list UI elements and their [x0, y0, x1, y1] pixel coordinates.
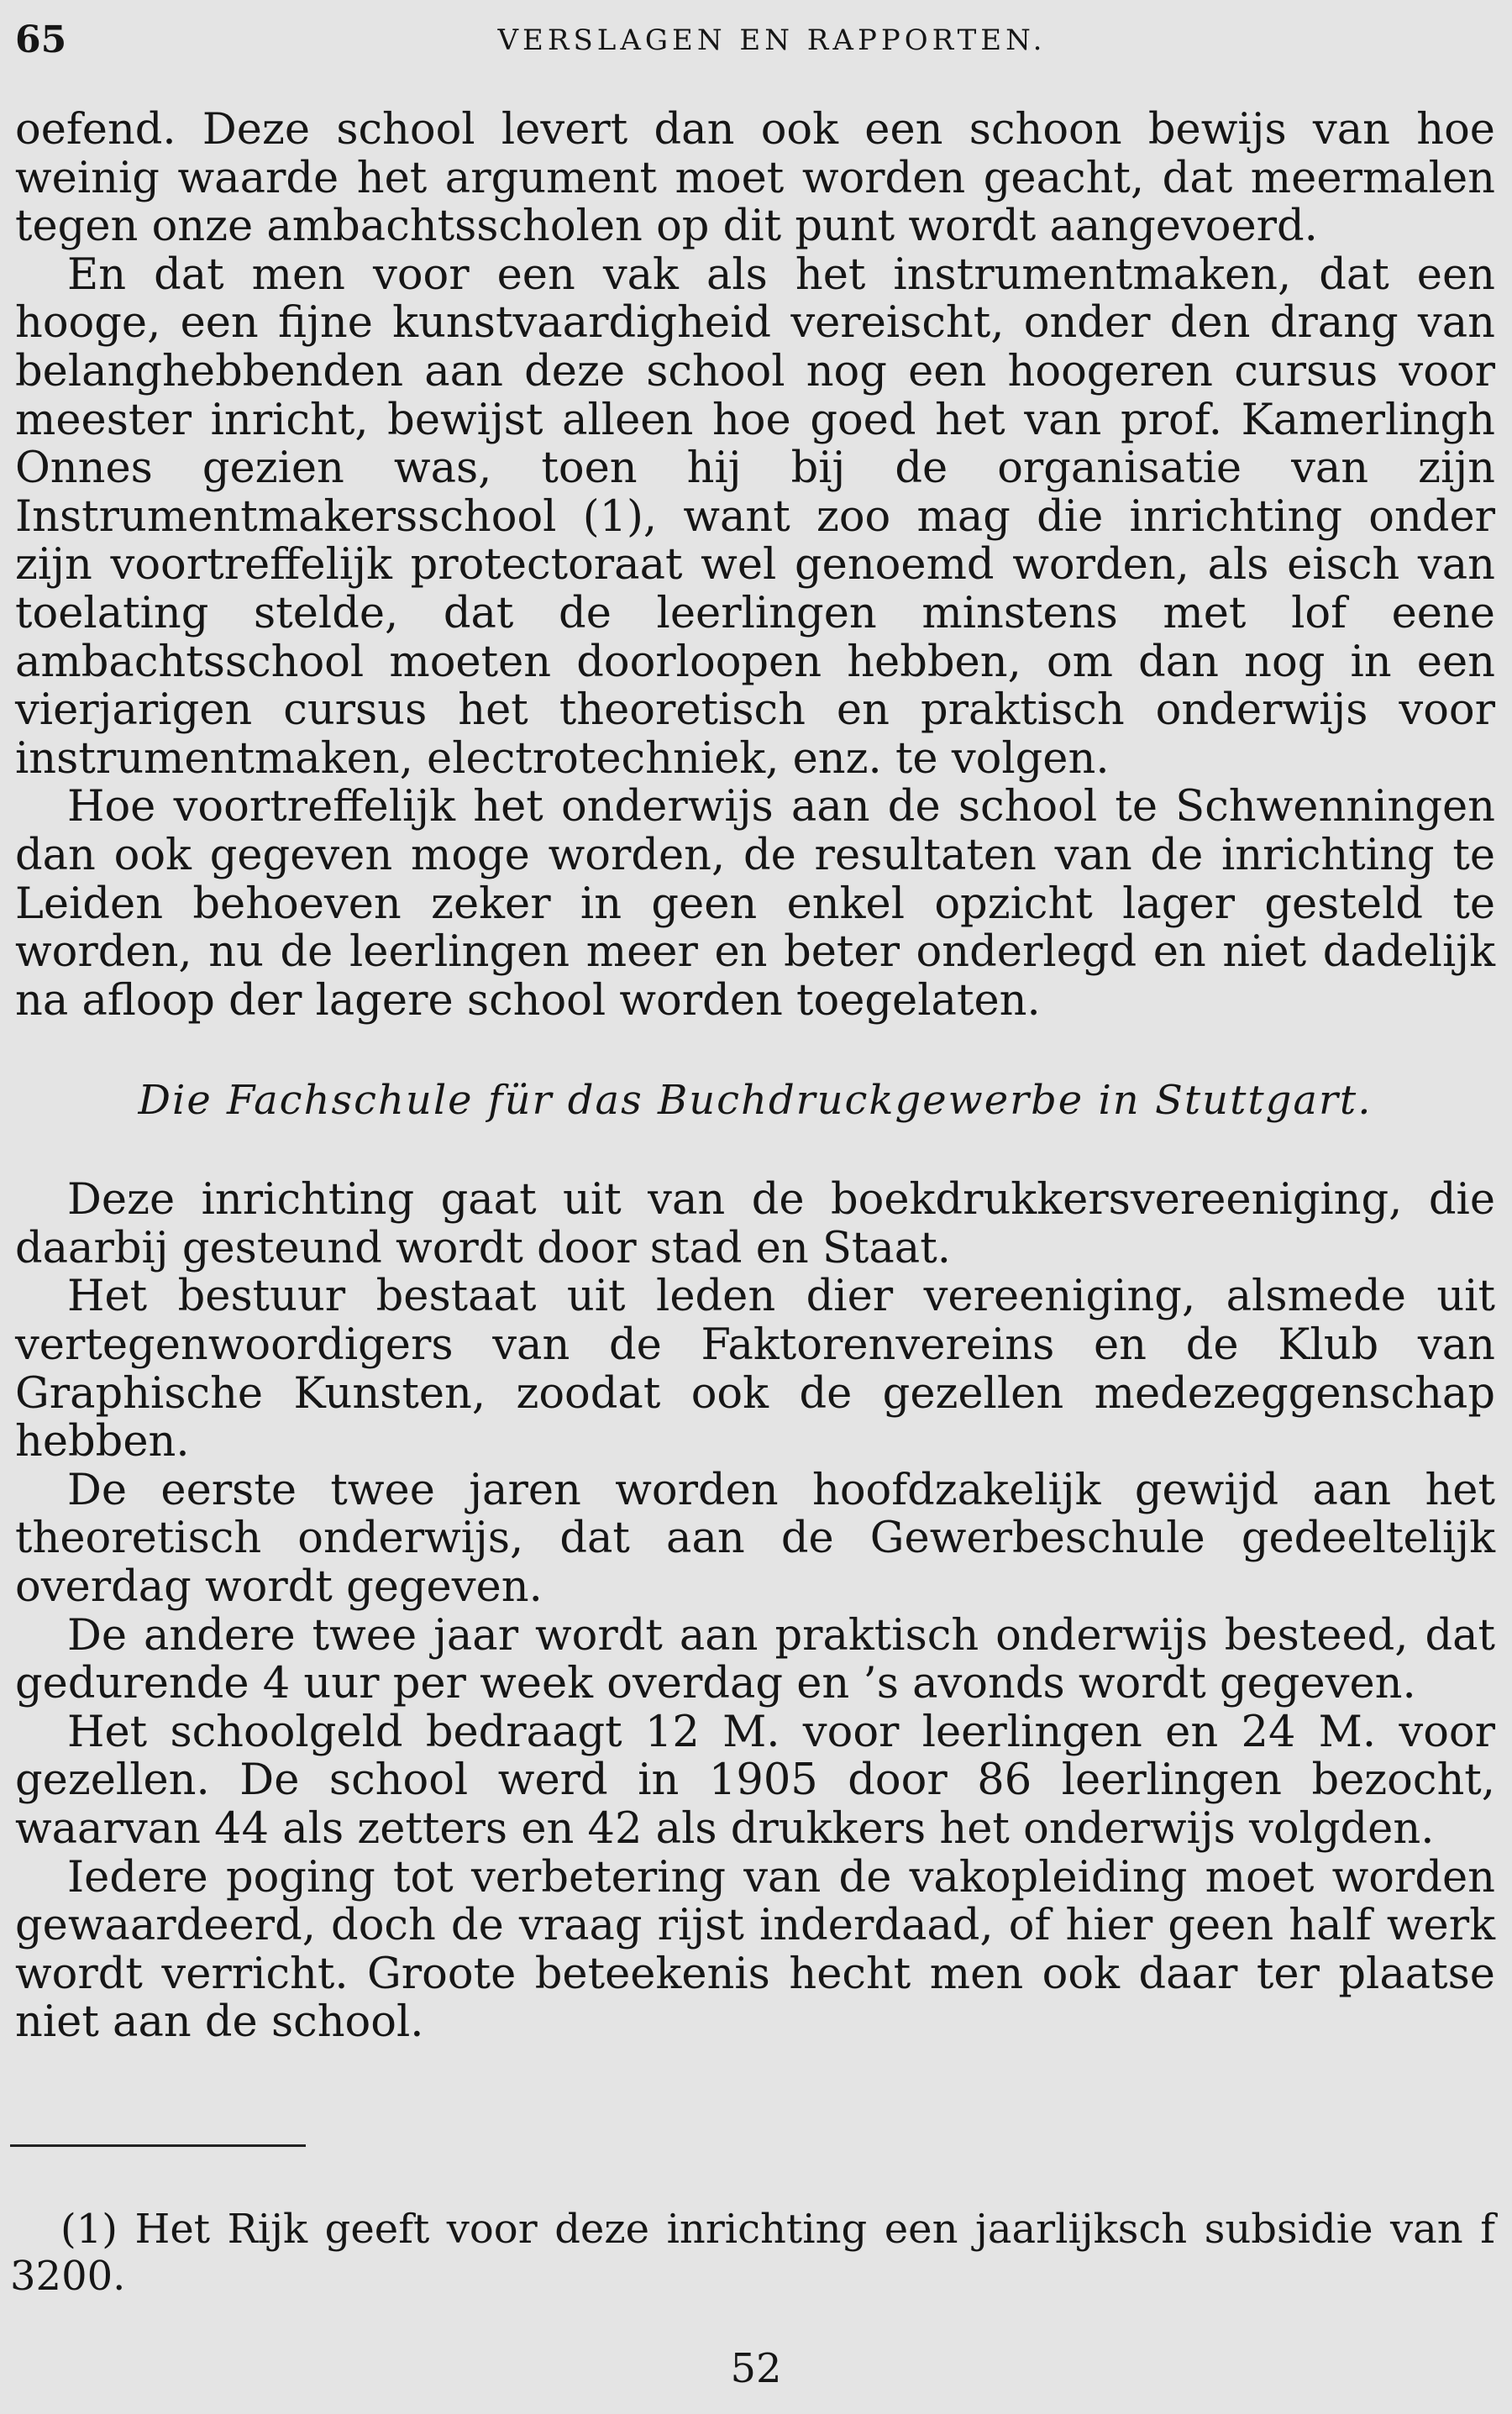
section-heading: Die Fachschule für das Buchdruckgewerbe in Stuttgart.	[138, 1077, 1373, 1125]
running-header	[15, 15, 1495, 66]
paragraph: De eerste twee jaren worden hoofdzakelijk gewijd aan het theoretisch onderwijs, dat aan de Gewerbeschule gedeeltelijk overdag wordt gegeven.	[15, 1465, 1495, 1613]
paragraph: Iedere poging tot verbetering van de vakopleiding moet worden gewaardeerd, doch de vraag rijst inderdaad, of hier geen half werk wordt verricht. Groote beteekenis hecht men ook daar ter plaatse niet aan de school.	[15, 1852, 1495, 2048]
paragraph: Het schoolgeld bedraagt 12 M. voor leerlingen en 24 M. voor gezellen. De school werd in 1905 door 86 leerlingen bezocht, waarvan 44 als zetters en 42 als drukkers het onderwijs volgden.	[15, 1707, 1495, 1854]
paragraph: oefend. Deze school levert dan ook een schoon bewijs van hoe weinig waarde het argument moet worden geacht, dat meermalen tegen onze ambachtsscholen op dit punt wordt aangevoerd.	[15, 105, 1495, 252]
folio-number: 65	[15, 18, 67, 61]
body-text	[15, 106, 1495, 2047]
paragraph: En dat men voor een vak als het instrumentmaken, dat een hooge, een fijne kunstvaardigheid vereischt, onder den drang van belanghebbenden aan deze school nog een hoogeren cursus voor meester inricht, bewijst alleen hoe goed het van prof. Kamerlingh Onnes gezien was, toen hij bij de organisatie van zijn Instrumentmakersschool (1), want zoo mag die inrichting onder zijn voortreffelijk protectoraat wel genoemd worden, als eisch van toelating stelde, dat de leerlingen minstens met lof eene ambachtsschool moeten doorloopen hebben, om dan nog in een vierjarigen cursus het theoretisch en praktisch onderwijs voor instrumentmaken, electrotechniek, enz. te volgen.	[15, 249, 1495, 784]
footnote: (1) Het Rijk geeft voor deze inrichting een jaarlijksch subsidie van f 3200.	[10, 2206, 1495, 2300]
paragraph: De andere twee jaar wordt aan praktisch onderwijs besteed, dat gedurende 4 uur per week overdag en ’s avonds wordt gegeven.	[15, 1610, 1495, 1709]
paragraph: Deze inrichting gaat uit van de boekdrukkersvereeniging, die daarbij gesteund wordt door stad en Staat.	[15, 1175, 1495, 1273]
paragraph: Het bestuur bestaat uit leden dier vereeniging, alsmede uit vertegenwoordigers van de Faktorenvereins en de Klub van Graphische Kunsten, zoodat ook de gezellen medezeggenschap hebben.	[15, 1272, 1495, 1467]
footnote-divider	[10, 2144, 306, 2147]
running-header-title: VERSLAGEN EN RAPPORTEN.	[497, 24, 1047, 57]
page-number: 52	[730, 2345, 782, 2392]
paragraph: Hoe voortreffelijk het onderwijs aan de school te Schwenningen dan ook gegeven moge worden, de resultaten van de inrichting te Leiden behoeven zeker in geen enkel opzicht lager gesteld te worden, nu de leerlingen meer en beter onderlegd en niet dadelijk na afloop der lagere school worden toegelaten.	[15, 782, 1495, 1026]
